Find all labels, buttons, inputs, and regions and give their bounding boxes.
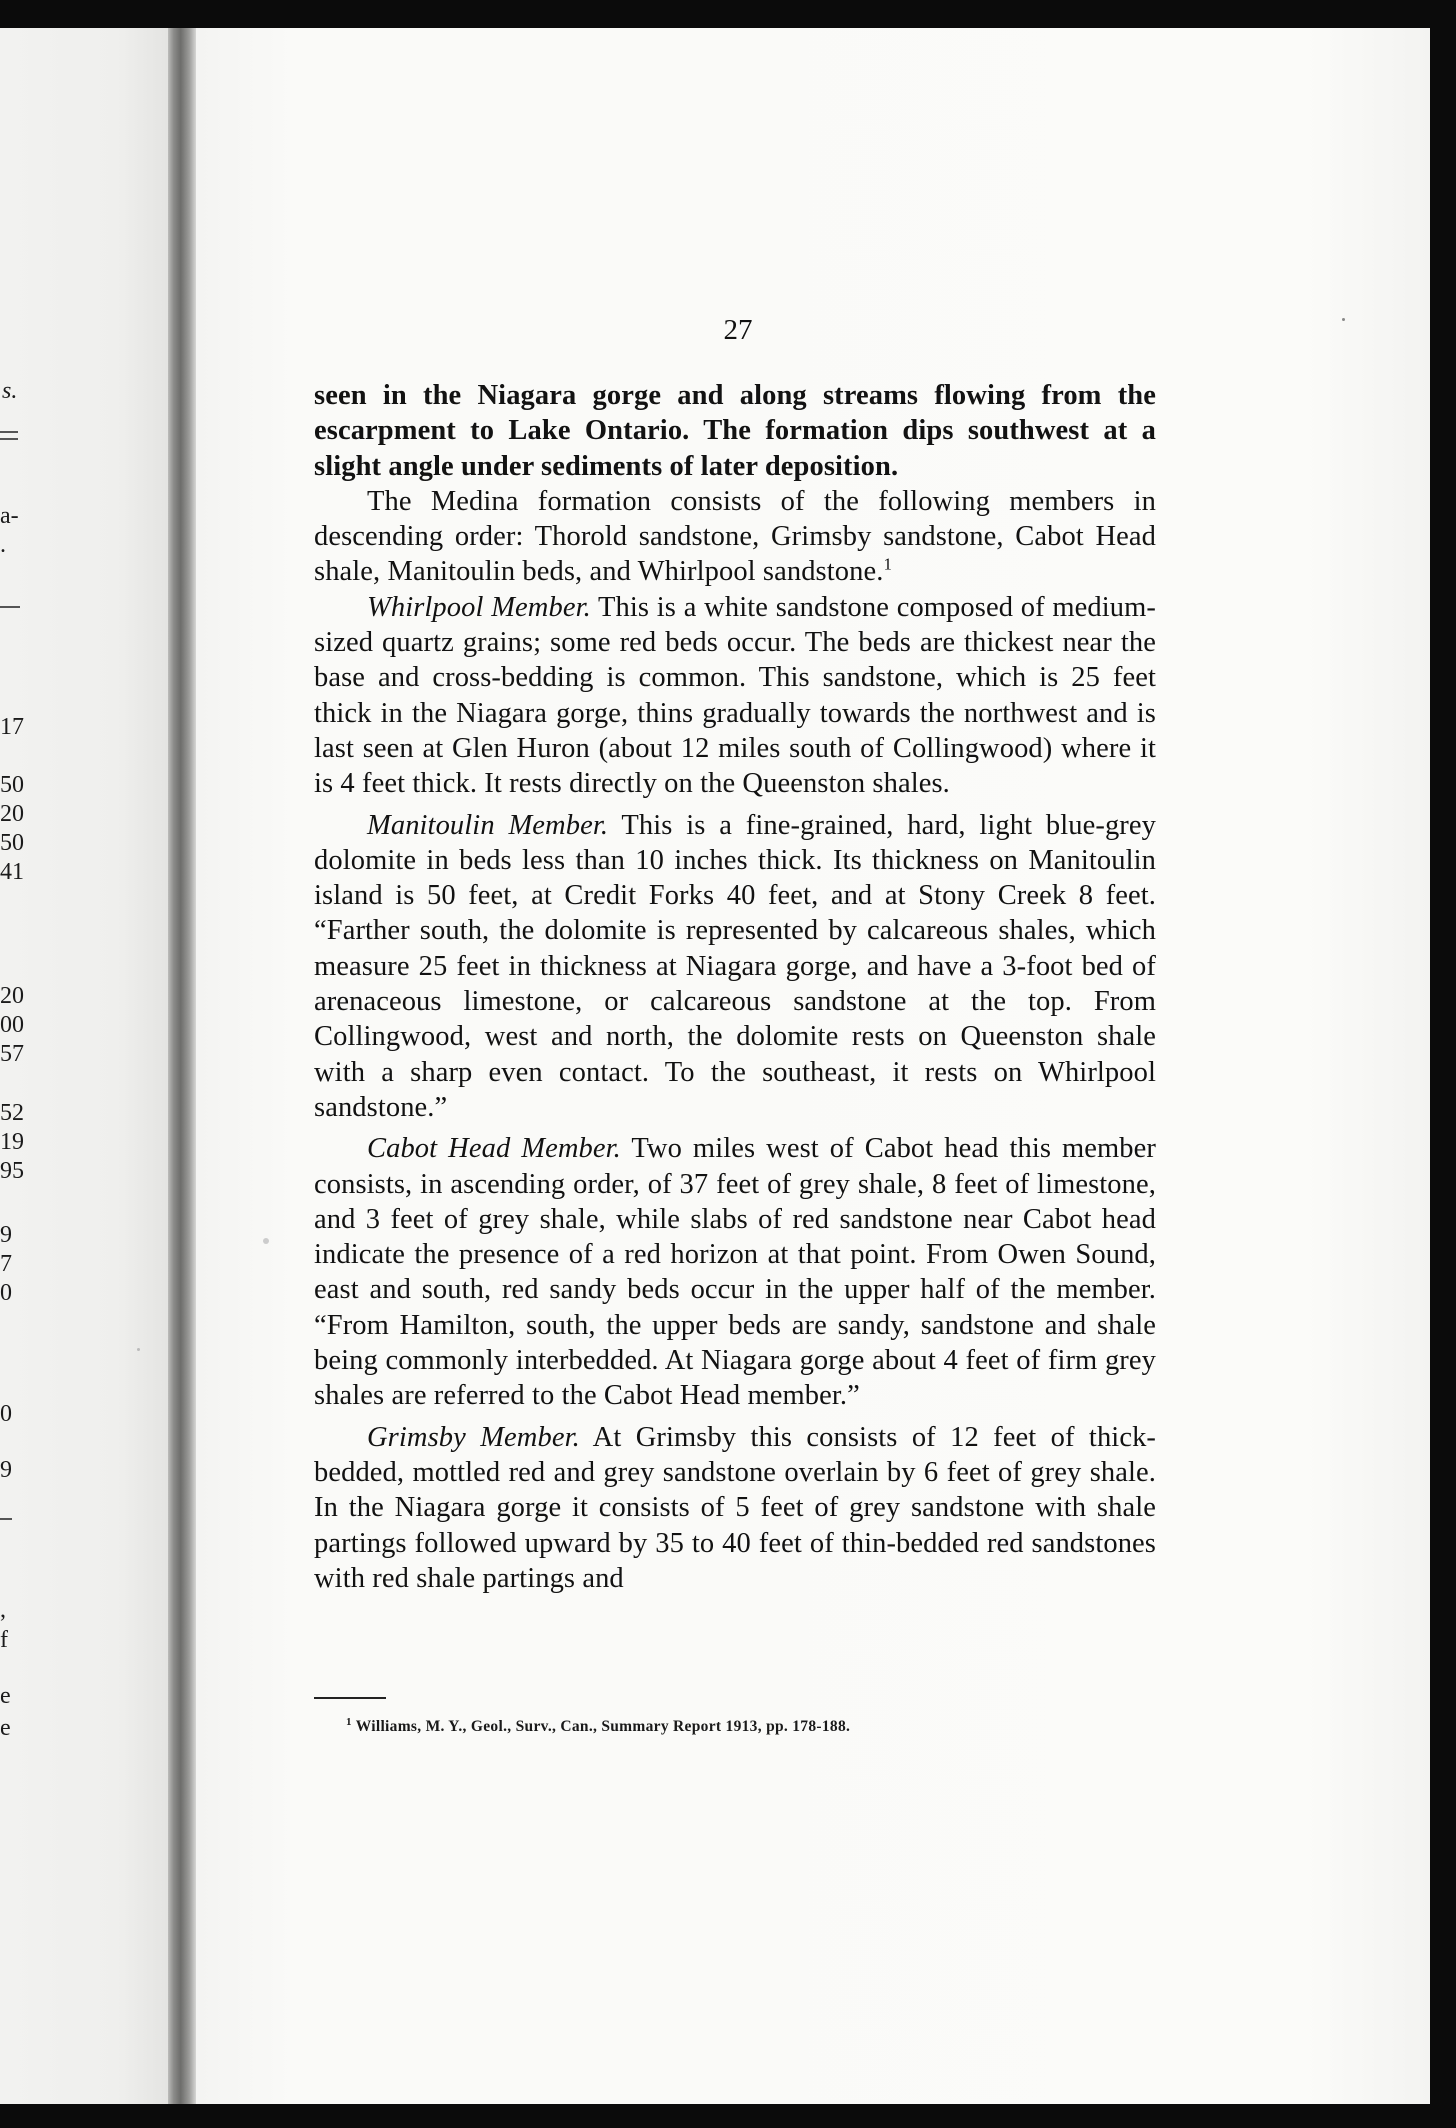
bleed-rule: [0, 438, 18, 440]
member-heading: Whirlpool Member.: [367, 591, 591, 623]
book-gutter: [168, 28, 196, 2104]
bleed-rule: [0, 606, 20, 608]
bleed-text: 0: [0, 1401, 12, 1427]
paragraph-manitoulin: [314, 808, 1156, 1126]
paragraph-text: This is a fine-grained, hard, light blue-grey dolomite in beds less than 10 inches thick. Its thickness on Manitoulin island is 50 feet, at Credit Forks 40 feet, and at Stony Creek 8 feet. “Farther south, the dolomite is represented by calcareous shales, which measure 25 feet in thickness at Niagara gorge, and have a 3-foot bed of arenaceous limestone, or calcareous sandstone at the top. From Collingwood, west and north, the dolomite rests on Queenston shale with a sharp even contact. To the southeast, it rests on Whirlpool sandstone.”: [314, 809, 1156, 1123]
bleed-text: 41: [0, 859, 24, 885]
footnote-mark: 1: [346, 1715, 352, 1728]
footnote: [346, 1715, 1086, 1736]
footnote-text: Williams, M. Y., Geol., Surv., Can., Summary Report 1913, pp. 178-188.: [351, 1718, 851, 1735]
paragraph-cabot-head: [314, 1131, 1156, 1413]
paragraph-text: At Grimsby this consists of 12 feet of thick-bedded, mottled red and grey sandstone overlain by 6 feet of grey shale. In the Niagara gorge it consists of 5 feet of grey sandstone with shale partings followed upward by 35 to 40 feet of thin-bedded red sandstones with red shale partings and: [314, 1421, 1157, 1594]
bleed-text: 52: [0, 1100, 24, 1126]
paper-speck: [137, 1348, 140, 1351]
bleed-text: 20: [0, 801, 24, 827]
member-heading: Grimsby Member.: [367, 1421, 580, 1453]
bleed-text: 17: [0, 714, 24, 740]
paragraph-text: Two miles west of Cabot head this member consists, in ascending order, of 37 feet of grey shale, 8 feet of limestone, and 3 feet of grey shale, while slabs of red sandstone near Cabot head indicate the presence of a red horizon at that point. From Owen Sound, east and south, red sandy beds occur in the upper half of the member. “From Hamilton, south, the upper beds are sandy, sandstone and shale being commonly interbedded. At Niagara gorge about 4 feet of firm grey shales are referred to the Cabot Head member.”: [314, 1133, 1157, 1412]
paragraph-grimsby: [314, 1420, 1156, 1596]
paragraph-whirlpool: [314, 590, 1156, 802]
bleed-text: 9: [0, 1222, 12, 1248]
bleed-text: 57: [0, 1041, 24, 1067]
scan-border-right: [1430, 0, 1456, 2128]
bleed-text: s.: [2, 378, 18, 404]
bleed-rule: [0, 1518, 12, 1520]
bleed-rule: [0, 431, 18, 433]
bleed-text: e: [0, 1715, 11, 1741]
bleed-text: 19: [0, 1129, 24, 1155]
member-heading: Cabot Head Member.: [367, 1133, 621, 1165]
paragraph-intro: [314, 378, 1156, 484]
paragraph-medina: [314, 484, 1156, 590]
paragraph-text: seen in the Niagara gorge and along streams flowing from the escarpment to Lake Ontario. The formation dips southwest at a slight angle under sediments of later deposition.: [314, 380, 1156, 482]
bleed-text: 0: [0, 1280, 12, 1306]
bleed-text: e: [0, 1683, 11, 1709]
bleed-text: 20: [0, 983, 24, 1009]
scan-border-bottom: [0, 2104, 1456, 2128]
scan-border-top: [0, 0, 1456, 28]
bleed-text: .: [0, 532, 6, 558]
bleed-text: 00: [0, 1012, 24, 1038]
bleed-text: 9: [0, 1457, 12, 1483]
bleed-text: ,: [0, 1597, 6, 1623]
facing-page-edge: [0, 28, 168, 2104]
paper-speck: [1342, 318, 1345, 321]
paragraph-text: The Medina formation consists of the following members in descending order: Thorold sandstone, Grimsby sandstone, Cabot Head shale, Manitoulin beds, and Whirlpool sandstone.: [314, 485, 1156, 588]
member-heading: Manitoulin Member.: [367, 809, 609, 841]
bleed-text: 50: [0, 772, 24, 798]
footnote-reference: 1: [883, 554, 893, 574]
bleed-text: f: [0, 1627, 8, 1653]
bleed-text: a-: [0, 503, 19, 529]
footnote-rule: [314, 1697, 386, 1699]
bleed-text: 95: [0, 1158, 24, 1184]
page-number: 27: [723, 314, 753, 346]
body-text: [314, 378, 1156, 1596]
paper-speck: [263, 1238, 269, 1244]
bleed-text: 7: [0, 1251, 12, 1277]
bleed-text: 50: [0, 830, 24, 856]
paragraph-text: This is a white sandstone composed of medium-sized quartz grains; some red beds occur. The beds are thickest near the base and cross-bedding is common. This sandstone, which is 25 feet thick in the Niagara gorge, thins gradually towards the northwest and is last seen at Glen Huron (about 12 miles south of Collingwood) where it is 4 feet thick. It rests directly on the Queenston shales.: [314, 591, 1156, 800]
